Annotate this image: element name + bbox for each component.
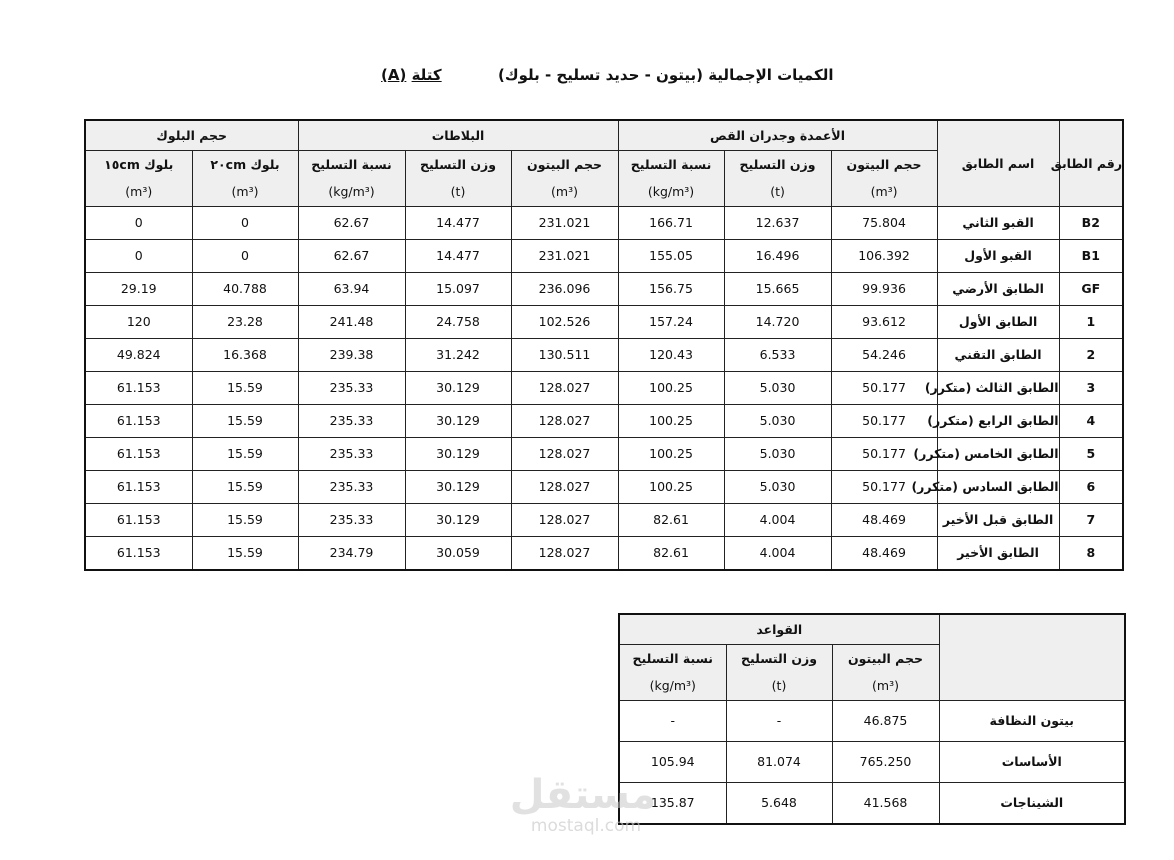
slab-concrete-cell: 128.027 xyxy=(511,437,618,470)
table-row xyxy=(85,239,1123,272)
slab-ratio-cell: 241.48 xyxy=(298,305,405,338)
col-ratio-cell: 82.61 xyxy=(618,536,724,570)
slab-concrete-cell: 128.027 xyxy=(511,404,618,437)
columns-walls-header: الأعمدة وجدران القص xyxy=(618,120,937,150)
block15-cell: 61.153 xyxy=(85,536,192,570)
titles xyxy=(0,66,1174,94)
block-volume-header: حجم البلوك xyxy=(85,120,298,150)
slab-concrete-cell: 102.526 xyxy=(511,305,618,338)
col-weight-cell: 4.004 xyxy=(724,536,831,570)
col-ratio-cell: 100.25 xyxy=(618,371,724,404)
foundations-body xyxy=(619,700,1125,824)
block20-cell: 15.59 xyxy=(192,371,298,404)
floor-no-cell: 3 xyxy=(1059,371,1123,404)
table-row xyxy=(85,371,1123,404)
col-weight-cell: 5.030 xyxy=(724,437,831,470)
slab-ratio-cell: 239.38 xyxy=(298,338,405,371)
slab-weight-cell: 30.129 xyxy=(405,437,511,470)
block15-cell: 0 xyxy=(85,206,192,239)
unit-label: (m³) xyxy=(192,178,298,206)
col-ratio-cell: 155.05 xyxy=(618,239,724,272)
block20-cell: 15.59 xyxy=(192,470,298,503)
table-row xyxy=(85,305,1123,338)
col-concrete-cell: 50.177 xyxy=(831,404,937,437)
found-ratio-cell: 105.94 xyxy=(619,741,726,782)
found-weight-cell: 81.074 xyxy=(726,741,832,782)
block20-cell: 15.59 xyxy=(192,437,298,470)
floor-no-cell: 4 xyxy=(1059,404,1123,437)
table-row xyxy=(85,503,1123,536)
col-weight-header: وزن التسليح xyxy=(724,150,831,178)
floor-name-cell: القبو الثاني xyxy=(937,206,1059,239)
col-concrete-cell: 54.246 xyxy=(831,338,937,371)
col-ratio-cell: 166.71 xyxy=(618,206,724,239)
found-concrete-cell: 41.568 xyxy=(832,782,939,824)
block15-cell: 61.153 xyxy=(85,437,192,470)
slab-ratio-header: نسبة التسليح xyxy=(298,150,405,178)
block20-cell: 40.788 xyxy=(192,272,298,305)
floor-no-cell: B1 xyxy=(1059,239,1123,272)
block15-cell: 61.153 xyxy=(85,503,192,536)
floor-no-cell: 8 xyxy=(1059,536,1123,570)
found-weight-header: وزن التسليح xyxy=(726,644,832,672)
col-weight-cell: 5.030 xyxy=(724,470,831,503)
floor-name-cell: القبو الأول xyxy=(937,239,1059,272)
block20-cell: 0 xyxy=(192,206,298,239)
slab-weight-cell: 30.129 xyxy=(405,503,511,536)
block15-cell: 29.19 xyxy=(85,272,192,305)
slab-ratio-cell: 235.33 xyxy=(298,404,405,437)
slab-weight-header: وزن التسليح xyxy=(405,150,511,178)
table-row xyxy=(85,338,1123,371)
floor-name-cell: الطابق السادس (متكرر) xyxy=(937,470,1059,503)
slab-concrete-cell: 128.027 xyxy=(511,470,618,503)
floor-no-header: رقم الطابق xyxy=(1059,120,1123,206)
floor-name-cell: الطابق الثالث (متكرر) xyxy=(937,371,1059,404)
table-row xyxy=(85,470,1123,503)
slabs-header: البلاطات xyxy=(298,120,618,150)
slab-concrete-header: حجم البيتون xyxy=(511,150,618,178)
floor-no-cell: 1 xyxy=(1059,305,1123,338)
col-concrete-cell: 50.177 xyxy=(831,371,937,404)
slab-ratio-cell: 63.94 xyxy=(298,272,405,305)
unit-label: (m³) xyxy=(831,178,937,206)
col-ratio-cell: 100.25 xyxy=(618,470,724,503)
table-row xyxy=(85,437,1123,470)
unit-label: (kg/m³) xyxy=(618,178,724,206)
col-concrete-cell: 50.177 xyxy=(831,470,937,503)
block15-cell: 61.153 xyxy=(85,470,192,503)
floor-name-cell: الطابق الأول xyxy=(937,305,1059,338)
col-weight-cell: 16.496 xyxy=(724,239,831,272)
col-weight-cell: 6.533 xyxy=(724,338,831,371)
watermark-logo: مستقل xyxy=(509,772,656,818)
slab-weight-cell: 14.477 xyxy=(405,239,511,272)
floor-name-cell: الطابق التقني xyxy=(937,338,1059,371)
block15-cell: 120 xyxy=(85,305,192,338)
col-weight-cell: 5.030 xyxy=(724,404,831,437)
col-weight-cell: 12.637 xyxy=(724,206,831,239)
slab-weight-cell: 15.097 xyxy=(405,272,511,305)
unit-label: (t) xyxy=(405,178,511,206)
slab-concrete-cell: 128.027 xyxy=(511,503,618,536)
col-weight-cell: 4.004 xyxy=(724,503,831,536)
floor-no-cell: 2 xyxy=(1059,338,1123,371)
col-concrete-cell: 99.936 xyxy=(831,272,937,305)
slab-ratio-cell: 62.67 xyxy=(298,206,405,239)
block15-cell: 61.153 xyxy=(85,371,192,404)
col-concrete-header: حجم البيتون xyxy=(831,150,937,178)
unit-label: (t) xyxy=(724,178,831,206)
item-name-cell: الشيناجات xyxy=(939,782,1125,824)
found-ratio-header: نسبة التسليح xyxy=(619,644,726,672)
col-ratio-cell: 157.24 xyxy=(618,305,724,338)
item-name-cell: الأساسات xyxy=(939,741,1125,782)
table-row xyxy=(85,272,1123,305)
col-ratio-cell: 120.43 xyxy=(618,338,724,371)
floor-name-cell: الطابق قبل الأخير xyxy=(937,503,1059,536)
slab-weight-cell: 30.129 xyxy=(405,470,511,503)
floor-name-cell: الطابق الخامس (متكرر) xyxy=(937,437,1059,470)
watermark-url: mostaql.com xyxy=(530,816,642,836)
block20-cell: 16.368 xyxy=(192,338,298,371)
col-ratio-cell: 82.61 xyxy=(618,503,724,536)
slab-weight-cell: 31.242 xyxy=(405,338,511,371)
quantities-body xyxy=(85,206,1123,570)
unit-label: (m³) xyxy=(85,178,192,206)
table-row xyxy=(619,741,1125,782)
block20-cell: 15.59 xyxy=(192,404,298,437)
block20-header: بلوك ٢٠cm xyxy=(192,150,298,178)
table-row xyxy=(85,536,1123,570)
table-row xyxy=(619,700,1125,741)
slab-concrete-cell: 236.096 xyxy=(511,272,618,305)
foundations-table xyxy=(618,613,1126,825)
col-concrete-cell: 93.612 xyxy=(831,305,937,338)
found-ratio-cell: 135.87 xyxy=(619,782,726,824)
floor-name-cell: الطابق الأخير xyxy=(937,536,1059,570)
block-label: كتلة xyxy=(411,66,442,84)
unit-label: (t) xyxy=(726,672,832,700)
found-weight-cell: - xyxy=(726,700,832,741)
slab-weight-cell: 24.758 xyxy=(405,305,511,338)
item-name-cell: بيتون النظافة xyxy=(939,700,1125,741)
slab-concrete-cell: 128.027 xyxy=(511,536,618,570)
slab-concrete-cell: 130.511 xyxy=(511,338,618,371)
found-weight-cell: 5.648 xyxy=(726,782,832,824)
col-weight-cell: 15.665 xyxy=(724,272,831,305)
col-weight-cell: 14.720 xyxy=(724,305,831,338)
floor-name-cell: الطابق الأرضي xyxy=(937,272,1059,305)
col-ratio-cell: 100.25 xyxy=(618,437,724,470)
unit-label: (m³) xyxy=(832,672,939,700)
floor-no-cell: 7 xyxy=(1059,503,1123,536)
table-row xyxy=(619,782,1125,824)
slab-weight-cell: 30.129 xyxy=(405,404,511,437)
floor-name-header: اسم الطابق xyxy=(937,120,1059,206)
foundations-header: القواعد xyxy=(619,614,939,644)
slab-concrete-cell: 128.027 xyxy=(511,371,618,404)
block-id: (A) xyxy=(381,66,407,84)
col-concrete-cell: 48.469 xyxy=(831,536,937,570)
col-concrete-cell: 106.392 xyxy=(831,239,937,272)
floor-no-cell: B2 xyxy=(1059,206,1123,239)
floor-no-cell: 5 xyxy=(1059,437,1123,470)
block20-cell: 15.59 xyxy=(192,536,298,570)
table-row xyxy=(85,404,1123,437)
block-title xyxy=(381,66,442,84)
slab-ratio-cell: 234.79 xyxy=(298,536,405,570)
col-concrete-cell: 50.177 xyxy=(831,437,937,470)
floor-no-cell: 6 xyxy=(1059,470,1123,503)
quantities-table xyxy=(84,119,1124,571)
floor-name-cell: الطابق الرابع (متكرر) xyxy=(937,404,1059,437)
col-concrete-cell: 75.804 xyxy=(831,206,937,239)
block15-cell: 61.153 xyxy=(85,404,192,437)
slab-ratio-cell: 235.33 xyxy=(298,470,405,503)
slab-ratio-cell: 235.33 xyxy=(298,503,405,536)
slab-ratio-cell: 235.33 xyxy=(298,371,405,404)
col-weight-cell: 5.030 xyxy=(724,371,831,404)
slab-weight-cell: 14.477 xyxy=(405,206,511,239)
found-ratio-cell: - xyxy=(619,700,726,741)
page-title: الكميات الإجمالية (بيتون - حديد تسليح - بلوك) xyxy=(498,66,834,84)
col-concrete-cell: 48.469 xyxy=(831,503,937,536)
found-corner-cell xyxy=(939,614,1125,700)
slab-concrete-cell: 231.021 xyxy=(511,206,618,239)
slab-weight-cell: 30.129 xyxy=(405,371,511,404)
unit-label: (m³) xyxy=(511,178,618,206)
slab-concrete-cell: 231.021 xyxy=(511,239,618,272)
found-concrete-cell: 46.875 xyxy=(832,700,939,741)
table-row xyxy=(85,206,1123,239)
block15-header: بلوك ١٥cm xyxy=(85,150,192,178)
slab-weight-cell: 30.059 xyxy=(405,536,511,570)
block20-cell: 0 xyxy=(192,239,298,272)
unit-label: (kg/m³) xyxy=(619,672,726,700)
found-concrete-cell: 765.250 xyxy=(832,741,939,782)
col-ratio-cell: 100.25 xyxy=(618,404,724,437)
group-header-row xyxy=(85,120,1123,150)
col-ratio-header: نسبة التسليح xyxy=(618,150,724,178)
found-group-header-row xyxy=(619,614,1125,644)
floor-no-cell: GF xyxy=(1059,272,1123,305)
found-concrete-header: حجم البيتون xyxy=(832,644,939,672)
unit-label: (kg/m³) xyxy=(298,178,405,206)
block15-cell: 49.824 xyxy=(85,338,192,371)
block20-cell: 15.59 xyxy=(192,503,298,536)
block20-cell: 23.28 xyxy=(192,305,298,338)
slab-ratio-cell: 235.33 xyxy=(298,437,405,470)
col-ratio-cell: 156.75 xyxy=(618,272,724,305)
slab-ratio-cell: 62.67 xyxy=(298,239,405,272)
block15-cell: 0 xyxy=(85,239,192,272)
